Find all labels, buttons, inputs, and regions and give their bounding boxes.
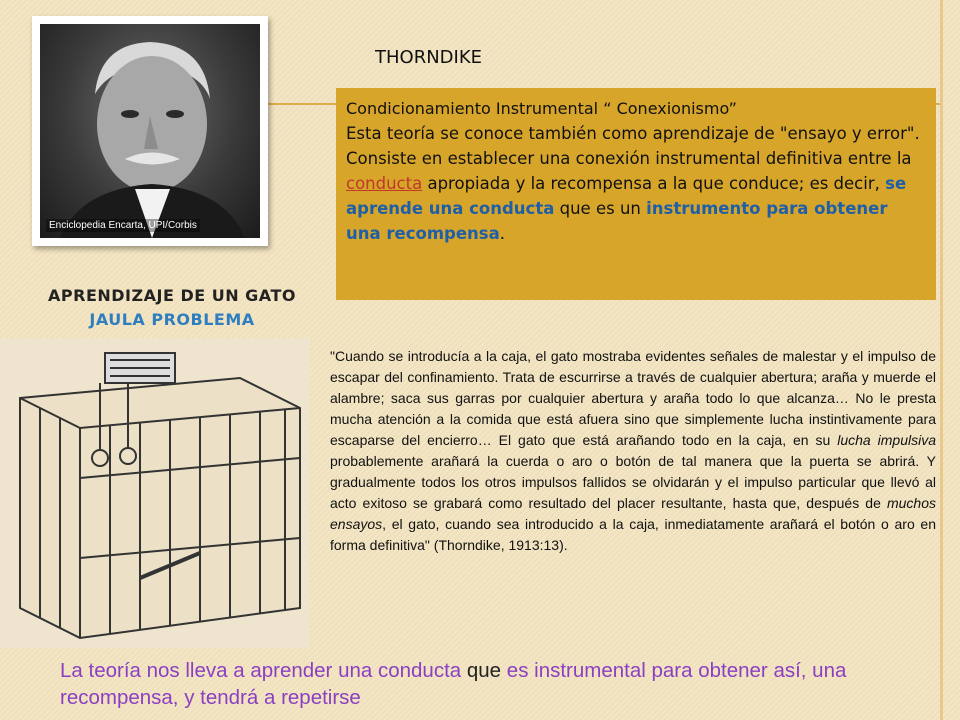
definition-box [336,88,936,300]
portrait-illustration [40,24,260,238]
conclusion-text [60,657,940,711]
thorndike-portrait-image [40,24,260,238]
quote-italic-lucha: lucha impulsiva [837,432,937,448]
definition-text-part: . [499,224,505,243]
definition-paragraph [346,146,926,246]
photo-credit: Enciclopedia Encarta, UPI/Corbis [46,219,200,232]
conducta-link[interactable]: conducta [346,174,423,193]
conclusion-part: La teoría nos lleva a aprender una conducta [60,659,467,682]
definition-text-part: apropiada y la recompensa a la que conduce; es decir, [422,174,886,193]
quote-text-part: probablemente arañará la cuerda o aro o botón de tal manera que la puerta se abrirá. Y gradualmente todos los otros impulsos fallidos se olvidarán y el impulso particular que llevó al acto exitoso se grabará como resultado del placer resultante, hasta que, después de [330,453,936,511]
definition-text-part: Consiste en establecer una conexión instrumental definitiva entre la [346,149,912,168]
decorative-vertical-line [940,0,943,720]
definition-text-part: que es un [554,199,647,218]
quote-italic-ensayos: muchos ensayos [330,495,936,532]
quote-text-part: "Cuando se introducía a la caja, el gato mostraba evidentes señales de malestar y el impulso de escapar del confinamiento. Trata de escurrirse a través de cualquier abertura; araña y muerde el alambre; saca sus garras por cualquier abertura y araña todo lo que alcanza… No le presta mucha atención a la comida que está afuera sino que simplemente lucha instintivamente para escaparse del encierro… El gato que está arañando todo en la caja, en su [330,348,936,448]
quote-text-part: , el gato, cuando sea introducido a la caja, inmediatamente arañará el botón o aro en forma definitiva" (Thorndike, 1913:13). [330,516,936,553]
thorndike-quote [330,346,936,556]
page-title: THORNDIKE [375,47,483,68]
highlight-aprende-conducta: se aprende una conducta [346,174,907,218]
section-label-jaula: JAULA PROBLEMA [89,310,255,329]
conclusion-part: es instrumental para obtener así, una recompensa, y tendrá a repetirse [60,659,847,709]
cage-drawing [0,338,310,648]
thorndike-photo-frame [32,16,268,246]
definition-heading: Condicionamiento Instrumental “ Conexionismo” [346,99,737,118]
conclusion-part-dark: que [466,659,502,682]
section-label-aprendizaje: APRENDIZAJE DE UN GATO [48,286,296,305]
highlight-instrumento: instrumento para obtener una recompensa [346,199,888,243]
puzzle-box-illustration [0,338,310,648]
definition-line-1: Esta teoría se conoce también como aprendizaje de "ensayo y error". [346,124,920,143]
